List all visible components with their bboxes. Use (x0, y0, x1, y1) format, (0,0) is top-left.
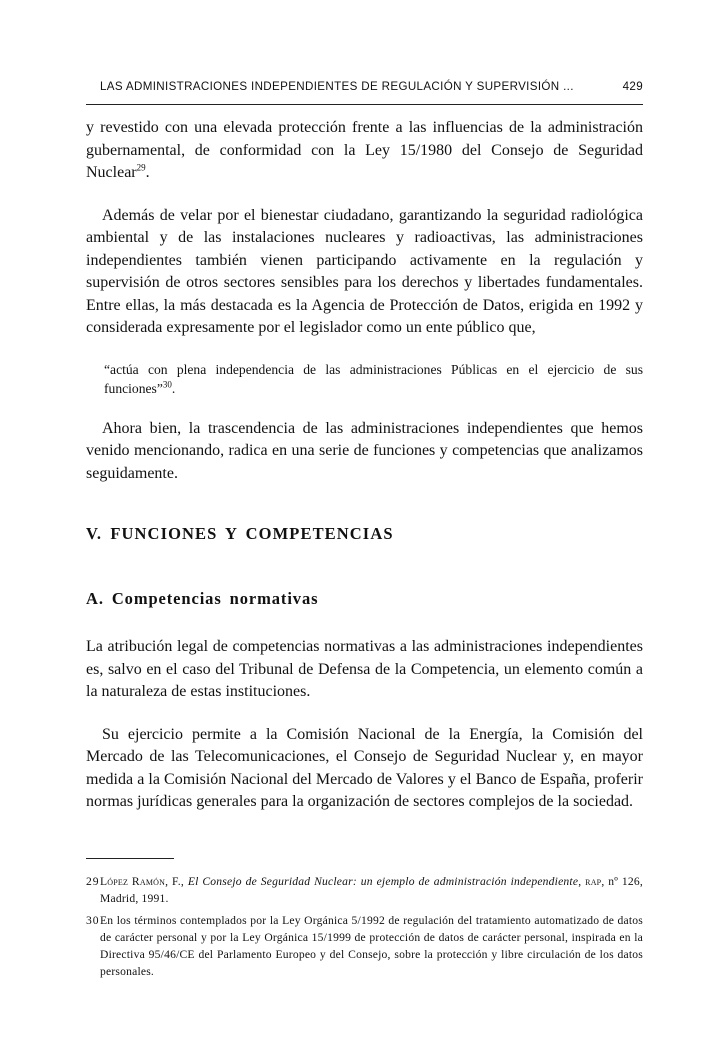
footnotes (86, 873, 643, 985)
running-title: LAS ADMINISTRACIONES INDEPENDIENTES DE REGULACIÓN Y SUPERVISIÓN ... (100, 80, 574, 93)
footnote-29 (86, 873, 643, 907)
section-heading: V. FUNCIONES Y COMPETENCIAS (86, 524, 394, 543)
paragraph-1: y revestido con una elevada protección frente a las influencias de la administración gubernamental, de conformidad con la Ley 15/1980 del Consejo de Seguridad Nuclear$^{29}$. (86, 119, 643, 181)
footnote-30 (86, 912, 643, 980)
subsection-heading: A. Competencias normativas (86, 588, 319, 608)
body-text (86, 117, 643, 814)
footnote-text: En los términos contemplados por la Ley Orgánica 5/1992 de regulación del tratamiento automatizado de datos de carácter personal y por la Ley Orgánica 15/1999 de protección de datos de carácter personal, inspirada en la Directiva 95/46/CE del Parlamento Europeo y del Consejo, sobre la protección y libre circulación de los datos personales. (100, 914, 643, 978)
paragraph-3: Ahora bien, la trascendencia de las administraciones independientes que hemos venido mencionando, radica en una serie de funciones y competencias que analizamos seguidamente. (86, 419, 643, 482)
block-quote: “actúa con plena independencia de las administraciones Públicas en el ejercicio de sus funciones”$^{30}$. (104, 361, 643, 396)
paragraph-5: Su ejercicio permite a la Comisión Nacional de la Energía, la Comisión del Mercado de las Telecomunicaciones, el Consejo de Seguridad Nuclear y, en mayor medida a la Comisión Nacional del Mercado de Valores y el Banco de España, proferir normas jurídicas generales para la organización de sectores complejos de la sociedad. (86, 725, 643, 810)
paragraph-2: Además de velar por el bienestar ciudadano, garantizando la seguridad radiológica ambiental y de las instalaciones nucleares y radioactivas, las administraciones independientes también vienen participando activamente en la regulación y supervisión de otros sectores sensibles para los derechos y libertades fundamentales. Entre ellas, la más destacada es la Agencia de Protección de Datos, erigida en 1992 y considerada expresamente por el legislador como un ente público que, (86, 206, 643, 336)
footnote-rule (86, 858, 174, 859)
paragraph-4: La atribución legal de competencias normativas a las administraciones independientes es, salvo en el caso del Tribunal de Defensa de la Competencia, un elemento común a la naturaleza de estas instituciones. (86, 638, 643, 700)
page-number: 429 (622, 80, 643, 93)
footnote-text: López Ramón, F., El Consejo de Seguridad Nuclear: un ejemplo de administración independiente, rap, nº 126, Madrid, 1991. (100, 875, 643, 905)
footnote-ref-29[interactable]: 29 (136, 162, 146, 173)
header-rule (86, 104, 643, 105)
running-header (100, 80, 643, 93)
footnote-ref-30[interactable]: 30 (162, 378, 172, 389)
footnote-number: 29 (86, 875, 100, 888)
footnote-number: 30 (86, 914, 100, 927)
